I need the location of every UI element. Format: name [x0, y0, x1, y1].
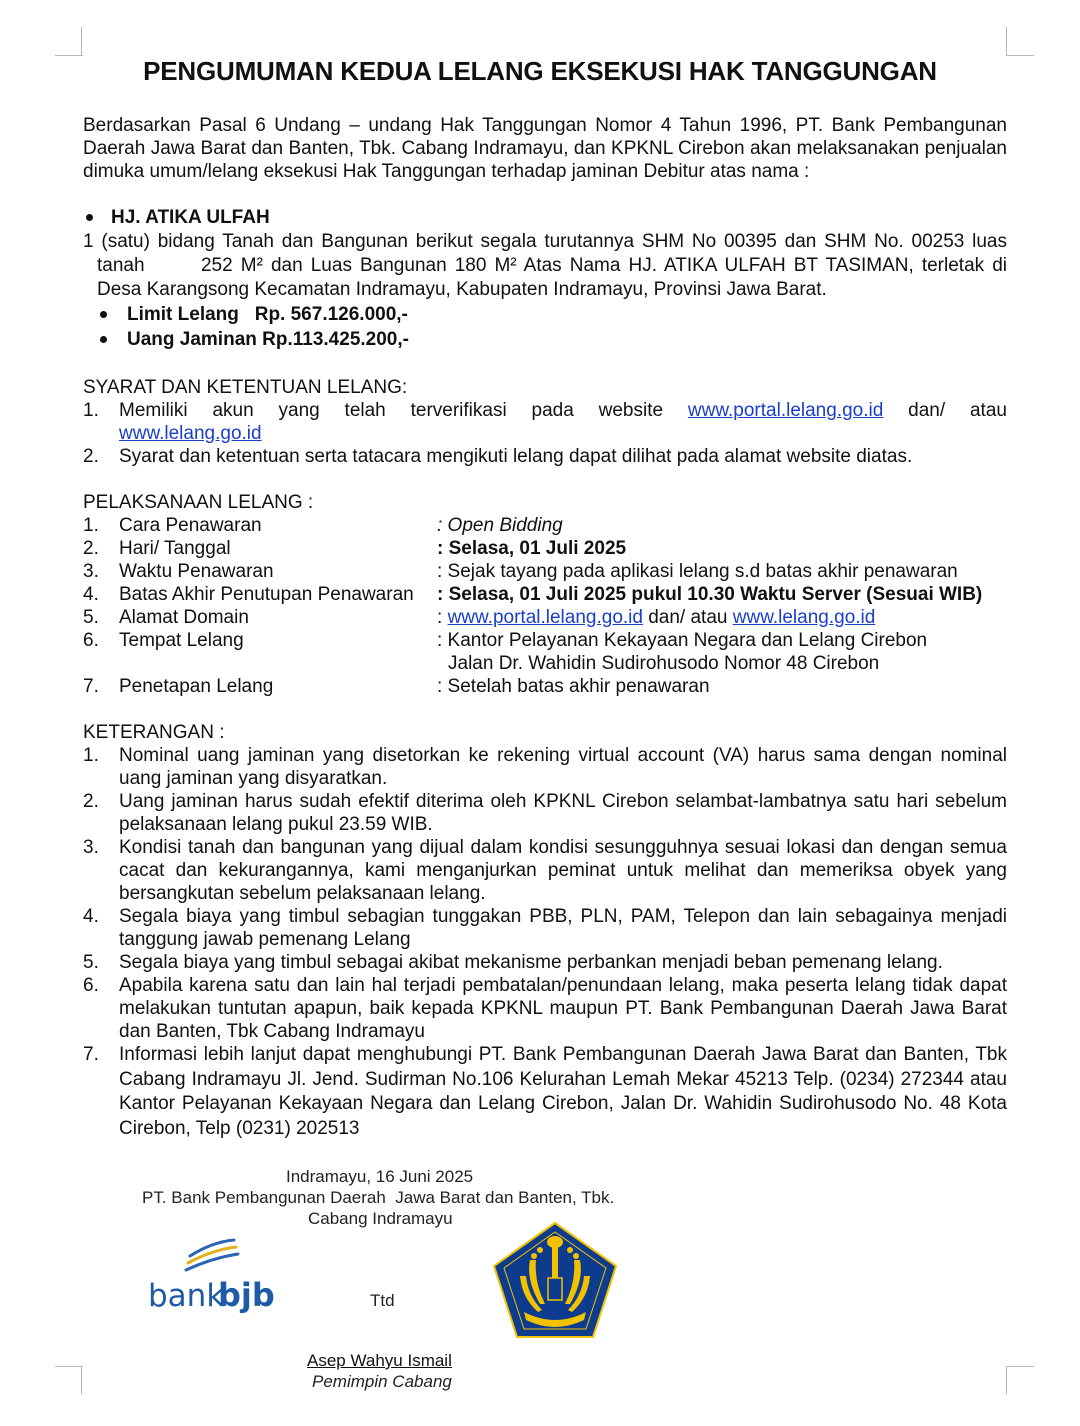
signer-name: Asep Wahyu Ismail [307, 1351, 452, 1370]
lelang-link[interactable]: www.lelang.go.id [119, 423, 262, 444]
execution-heading: PELAKSANAAN LELANG : [83, 492, 314, 513]
note-text: Informasi lebih lanjut dapat menghubungi PT. Bank Pembangunan Daerah Jawa Barat dan Banten, Tbk Cabang Indramayu Jl. Jend. Sudirman No.106 Kelurahan Lemah Mekar 45213 Telp. (0234) 272344 atau Kantor Pelayanan Kekayaan Negara dan Lelang Cirebon, Jalan Dr. Wahidin Sudirohusodo No. 48 Kota Cirebon, Telp (0231) 202513 [119, 1044, 1007, 1139]
note-number: 1. [83, 745, 99, 766]
terms-word: website [598, 400, 664, 421]
note-number: 7. [83, 1044, 99, 1065]
terms-word: Memiliki [119, 400, 188, 421]
bullet-icon [100, 336, 107, 343]
note-number: 3. [83, 837, 99, 858]
note-text: Segala biaya yang timbul sebagian tunggakan PBB, PLN, PAM, Telepon dan lain sebagainya menjadi tanggung jawab pemenang Lelang [119, 906, 1007, 950]
uang-jaminan: Uang Jaminan Rp.113.425.200,- [127, 329, 409, 350]
debtor-name: HJ. ATIKA ULFAH [111, 207, 270, 228]
signatory-branch: Cabang Indramayu [308, 1209, 453, 1228]
debtor-description-line: 1 (satu) bidang Tanah dan Bangunan berikut segala turutannya SHM No 00395 dan SHM No. 00253 luas [83, 231, 1007, 252]
lelang-link[interactable]: www.lelang.go.id [732, 607, 876, 628]
bullet-icon [100, 311, 107, 318]
terms-word: terverifikasi [410, 400, 507, 421]
execution-row-label: Batas Akhir Penutupan Penawaran [119, 584, 414, 605]
portal-lelang-link[interactable]: www.portal.lelang.go.id [687, 400, 884, 421]
execution-row-number: 4. [83, 584, 99, 605]
note-text: Apabila karena satu dan lain hal terjadi pembatalan/penundaan lelang, maka peserta lelang tidak dapat melakukan tuntutan apapun, baik kepada KPKNL maupun PT. Bank Pembangunan Daerah Jawa Barat dan Banten, Tbk Cabang Indramayu [119, 975, 1007, 1042]
bjb-swoosh-icon [182, 1236, 242, 1276]
note-number: 6. [83, 975, 99, 996]
execution-row-label: Penetapan Lelang [119, 676, 274, 697]
bank-logo-word: bank [148, 1278, 225, 1314]
execution-row-label: Alamat Domain [119, 607, 249, 628]
signatory-company: PT. Bank Pembangunan Daerah Jawa Barat dan Banten, Tbk. [142, 1188, 615, 1207]
terms-word: yang [278, 400, 320, 421]
colon: : [437, 607, 448, 628]
signer-position: Pemimpin Cabang [312, 1372, 452, 1391]
terms-item-number: 1. [83, 400, 99, 421]
terms-word: akun [212, 400, 254, 421]
note-text: Uang jaminan harus sudah efektif diterima oleh KPKNL Cirebon selambat-lambatnya satu hari sebelum pelaksanaan lelang pukul 23.59 WIB. [119, 791, 1007, 835]
note-text: Kondisi tanah dan bangunan yang dijual dalam kondisi sesungguhnya sesuai lokasi dan dengan semua cacat dan kekurangannya, kami menganjurkan peminat untuk melihat dan memeriksa obyek yang bersangkutan sebelum pelaksanaan lelang. [119, 837, 1007, 904]
execution-row-label: Waktu Penawaran [119, 561, 274, 582]
domain-separator: dan/ atau [642, 607, 733, 628]
terms-item-1-line [119, 399, 1007, 422]
page-title: PENGUMUMAN KEDUA LELANG EKSEKUSI HAK TANGGUNGAN [143, 56, 937, 86]
execution-row-number: 2. [83, 538, 99, 559]
execution-row-number: 6. [83, 630, 99, 651]
execution-row-value: : Selasa, 01 Juli 2025 [437, 538, 627, 559]
bjb-logo-word: bjb [218, 1276, 275, 1314]
execution-row-value-line2: Jalan Dr. Wahidin Sudirohusodo Nomor 48 Cirebon [448, 653, 880, 674]
debtor-description-line: tanah 252 M² dan Luas Bangunan 180 M² Atas Nama HJ. ATIKA ULFAH BT TASIMAN, terletak di [97, 255, 1007, 276]
terms-item-number: 2. [83, 446, 99, 467]
note-number: 5. [83, 952, 99, 973]
execution-row-label: Hari/ Tanggal [119, 538, 231, 559]
execution-row-value: : Kantor Pelayanan Kekayaan Negara dan Lelang Cirebon [437, 630, 928, 651]
terms-word: dan/ [908, 400, 946, 421]
execution-row-value: : Sejak tayang pada aplikasi lelang s.d batas akhir penawaran [437, 561, 958, 582]
bank-bjb-logo [146, 1236, 276, 1316]
note-text: Nominal uang jaminan yang disetorkan ke rekening virtual account (VA) harus sama dengan nominal uang jaminan yang disyaratkan. [119, 745, 1007, 789]
execution-row-value [437, 606, 875, 629]
terms-word: pada [531, 400, 574, 421]
execution-row-number: 1. [83, 515, 99, 536]
terms-word: atau [969, 400, 1007, 421]
limit-lelang: Limit Lelang Rp. 567.126.000,- [127, 304, 408, 325]
notes-heading: KETERANGAN : [83, 722, 225, 743]
ttd-label: Ttd [370, 1291, 395, 1310]
execution-row-value: : Selasa, 01 Juli 2025 pukul 10.30 Waktu Server (Sesuai WIB) [437, 584, 983, 605]
note-text: Segala biaya yang timbul sebagai akibat mekanisme perbankan menjadi beban pemenang lelang. [119, 952, 943, 973]
execution-row-value: : Setelah batas akhir penawaran [437, 676, 710, 697]
execution-row-number: 7. [83, 676, 99, 697]
terms-word: telah [344, 400, 386, 421]
bullet-icon [86, 214, 93, 221]
kemenkeu-emblem-icon [490, 1220, 620, 1340]
execution-row-number: 5. [83, 607, 99, 628]
place-date: Indramayu, 16 Juni 2025 [286, 1167, 474, 1186]
execution-row-label: Tempat Lelang [119, 630, 244, 651]
intro-paragraph: Berdasarkan Pasal 6 Undang – undang Hak Tanggungan Nomor 4 Tahun 1996, PT. Bank Pembangunan Daerah Jawa Barat dan Banten, Tbk. Cabang Indramayu, dan KPKNL Cirebon akan melaksanakan penjualan dimuka umum/lelang eksekusi Hak Tanggungan terhadap jaminan Debitur atas nama : [83, 115, 1007, 182]
note-number: 2. [83, 791, 99, 812]
execution-row-label: Cara Penawaran [119, 515, 262, 536]
terms-item-2-text: Syarat dan ketentuan serta tatacara mengikuti lelang dapat dilihat pada alamat website diatas. [119, 446, 913, 467]
note-number: 4. [83, 906, 99, 927]
terms-heading: SYARAT DAN KETENTUAN LELANG: [83, 377, 408, 398]
execution-row-number: 3. [83, 561, 99, 582]
portal-lelang-link[interactable]: www.portal.lelang.go.id [447, 607, 643, 628]
debtor-description-line: Desa Karangsong Kecamatan Indramayu, Kabupaten Indramayu, Provinsi Jawa Barat. [97, 279, 827, 300]
execution-row-value: : Open Bidding [437, 515, 563, 536]
